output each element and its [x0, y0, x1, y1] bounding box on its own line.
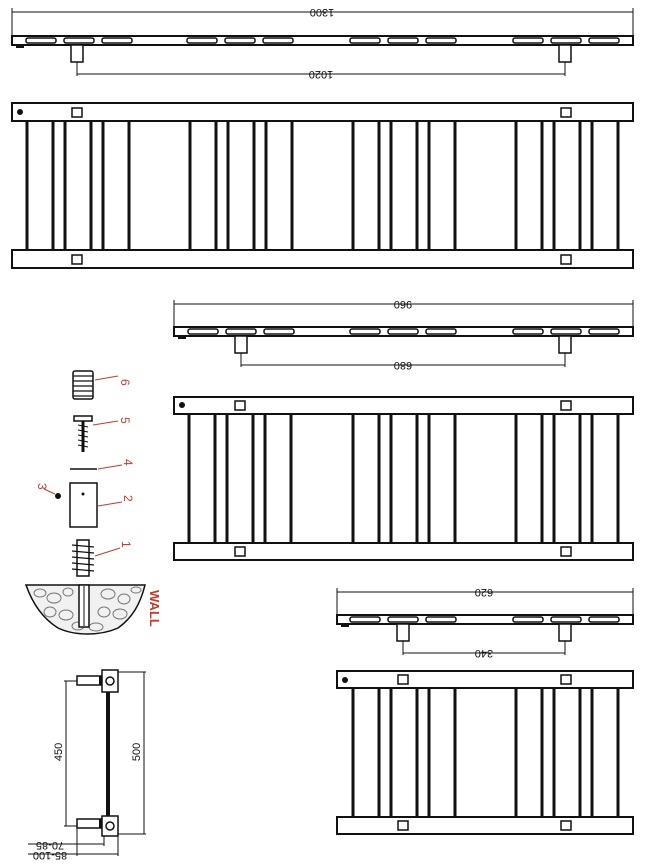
- wall-label: WALL: [147, 590, 162, 627]
- top-rail-head: [102, 670, 118, 692]
- callout-leader: [44, 489, 55, 494]
- callout-leader: [98, 465, 122, 469]
- rail-1300-bracket-label: 1020: [308, 67, 334, 80]
- bottom-bracket-arm: [77, 819, 101, 828]
- rail-960-front-view: [174, 397, 633, 560]
- air-vent: [17, 109, 23, 115]
- bracket-left: [71, 45, 83, 62]
- rail-bars: [27, 121, 618, 250]
- part-5-label: 5: [118, 417, 132, 424]
- rail-1300-front-view: [12, 103, 633, 268]
- front-bottom-header: [337, 817, 633, 834]
- bracket-right: [559, 624, 571, 641]
- front-bottom-header: [174, 543, 633, 560]
- callout-leader: [95, 376, 118, 380]
- valve-stub: [341, 624, 349, 627]
- part-3-grub-screw: [55, 493, 61, 499]
- rail-620-front-view: [337, 671, 633, 834]
- rail-960-bracket-label: 680: [393, 358, 413, 371]
- part-4-label: 4: [121, 459, 135, 466]
- rail-bars: [189, 414, 618, 543]
- bracket-right: [559, 336, 571, 353]
- air-vent: [342, 677, 348, 683]
- rail-620-width-label: 620: [474, 586, 494, 598]
- bracket-right: [559, 45, 571, 62]
- callout-leader: [98, 502, 122, 506]
- part-3-label: 3: [35, 483, 49, 490]
- bracket-left: [235, 336, 247, 353]
- part-6-cover-cap: [73, 371, 93, 399]
- part-5-screw: [74, 416, 92, 452]
- air-vent: [179, 402, 185, 408]
- depth-max-label: 85-100: [32, 849, 68, 861]
- callout-leader: [93, 421, 118, 425]
- valve-stub: [16, 45, 24, 48]
- bracket-left: [397, 624, 409, 641]
- rail-1300-width-label: 1300: [309, 6, 335, 18]
- front-top-header: [174, 397, 633, 414]
- top-bracket-arm: [77, 676, 101, 685]
- callout-leader: [95, 548, 120, 556]
- rail-620-bracket-label: 340: [474, 646, 494, 659]
- front-top-header: [12, 103, 633, 121]
- wall-section: [26, 585, 145, 634]
- bracket-hole: [82, 493, 85, 496]
- part-6-label: 6: [118, 379, 132, 386]
- bottom-rail-head: [102, 816, 118, 836]
- part-2-bracket-block: [70, 483, 97, 527]
- side-view: [28, 670, 146, 856]
- part-2-label: 2: [121, 495, 135, 502]
- rail-bars: [353, 688, 618, 817]
- rail-960-width-label: 960: [393, 298, 413, 310]
- outer-height-label: 500: [131, 742, 143, 762]
- depth-min-label: 70-85: [35, 839, 65, 851]
- part-1-wall-plug: [72, 540, 94, 576]
- front-top-header: [337, 671, 633, 688]
- fixing-kit: [26, 371, 162, 634]
- front-bottom-header: [12, 250, 633, 268]
- part-1-label: 1: [119, 541, 133, 548]
- valve-stub: [178, 336, 186, 339]
- inner-height-label: 450: [53, 742, 65, 762]
